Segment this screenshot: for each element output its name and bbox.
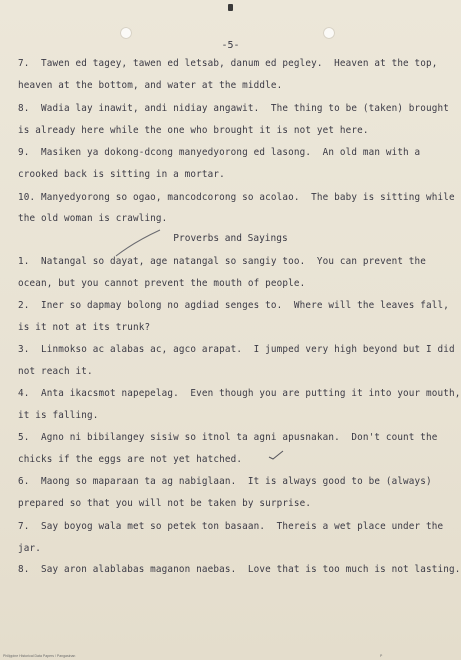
riddle-9-line-2: crooked back is sitting in a mortar. [18,169,225,180]
check-mark [268,450,284,460]
proverb-6-line-1: 6. Maong so maparaan ta ag nabiglaan. It is always good to be (always) [18,476,432,487]
proverb-5-line-1: 5. Agno ni bibilangey sisiw so itnol ta agni apusnakan. Don't count the [18,432,438,443]
riddle-8-line-1: 8. Wadia lay inawit, andi nidiay angawit. The thing to be (taken) brought [18,103,450,114]
proverb-7-line-2: jar. [18,543,41,554]
punch-hole-left [120,27,132,39]
footer-caption: Philippine Historical Data Papers / Pangasinan [3,654,76,658]
proverb-7-line-1: 7. Say boyog wala met so petek ton basaan. Thereis a wet place under the [18,521,444,532]
proverb-1-line-1: 1. Natangal so dayat, age natangal so sangiy too. You can prevent the [18,256,427,267]
section-heading: Proverbs and Sayings [173,233,288,244]
proverb-5-line-2: chicks if the eggs are not yet hatched. [18,454,243,465]
top-mark [228,4,233,11]
riddle-7-line-1: 7. Tawen ed tagey, tawen ed letsab, danum ed pegley. Heaven at the top, [18,58,438,69]
proverb-3-line-1: 3. Linmokso ac alabas ac, agco arapat. I jumped very high beyond but I did [18,344,455,355]
riddle-10-line-2: the old woman is crawling. [18,213,168,224]
proverb-3-line-2: not reach it. [18,366,93,377]
proverb-4-line-1: 4. Anta ikacsmot napepelag. Even though you are putting it into your mouth, [18,388,461,399]
page-number: -5- [221,40,240,51]
proverb-1-line-2: ocean, but you cannot prevent the mouth of people. [18,278,306,289]
proverb-6-line-2: prepared so that you will not be taken by surprise. [18,498,312,509]
riddle-9-line-1: 9. Masiken ya dokong-dcong manyedyorong ed lasong. An old man with a [18,147,421,158]
riddle-10-line-1: 10. Manyedyorong so ogao, mancodcorong so acolao. The baby is sitting while [18,192,455,203]
footer-mark: P [380,654,383,658]
riddle-7-line-2: heaven at the bottom, and water at the middle. [18,80,283,91]
proverb-2-line-2: is it not at its trunk? [18,322,151,333]
proverb-4-line-2: it is falling. [18,410,99,421]
proverb-8-line-1: 8. Say aron alablabas maganon naebas. Love that is too much is not lasting. [18,564,461,575]
punch-hole-right [323,27,335,39]
riddle-8-line-2: is already here while the one who brought it is not yet here. [18,125,369,136]
proverb-2-line-1: 2. Iner so dapmay bolong no agdiad senges to. Where will the leaves fall, [18,300,450,311]
